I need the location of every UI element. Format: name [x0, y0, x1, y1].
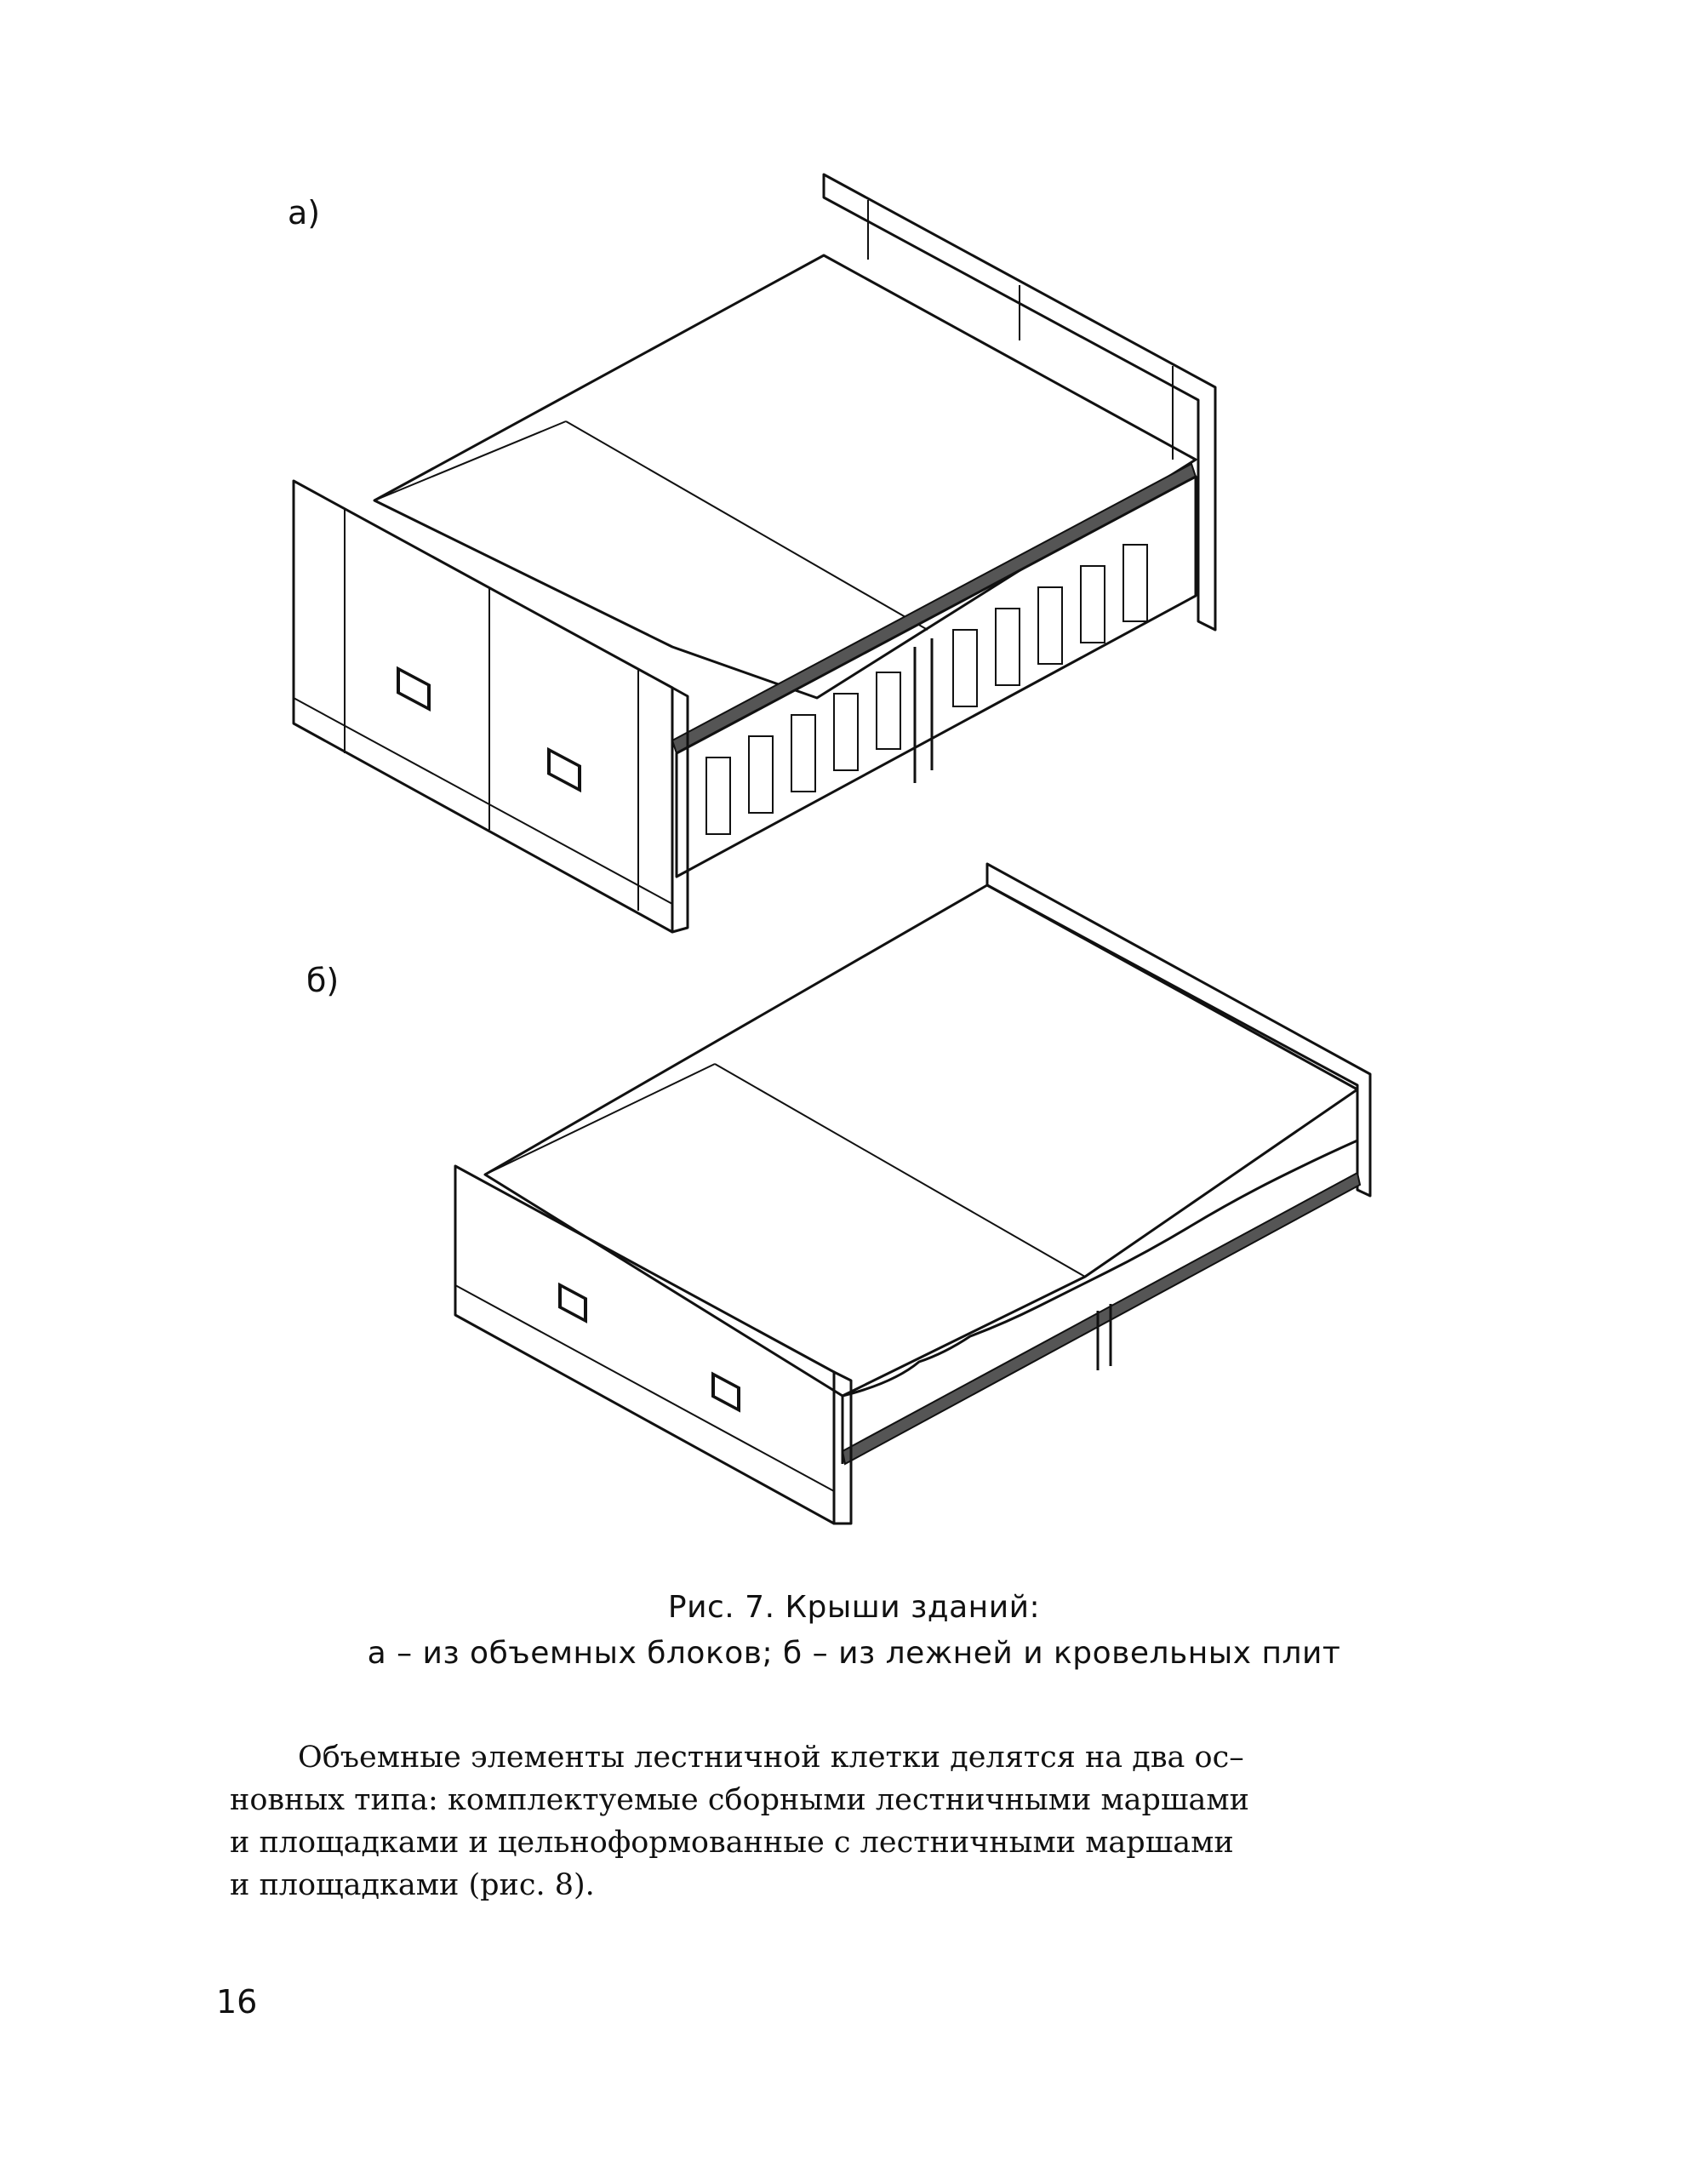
page-number: 16: [216, 1983, 258, 2021]
paragraph-line: и площадками (рис. 8).: [230, 1868, 595, 1902]
roof-block-drawing-a: [294, 174, 1215, 932]
figure-a-label: а): [288, 194, 321, 232]
body-paragraph: [230, 1736, 1472, 1907]
paragraph-line: и площадками и цельноформованные с лестничными маршами: [230, 1826, 1234, 1860]
roof-slab-drawing-b: [455, 864, 1370, 1524]
figure-caption-title: Рис. 7. Крыши зданий:: [667, 1590, 1041, 1625]
figure-b-label: б): [306, 962, 340, 999]
figure-caption-subtitle: а – из объемных блоков; б – из лежней и кровельных плит: [367, 1636, 1341, 1671]
paragraph-line: Объемные элементы лестничной клетки делятся на два ос–: [298, 1741, 1244, 1775]
paragraph-line: новных типа: комплектуемые сборными лестничными маршами: [230, 1783, 1249, 1817]
